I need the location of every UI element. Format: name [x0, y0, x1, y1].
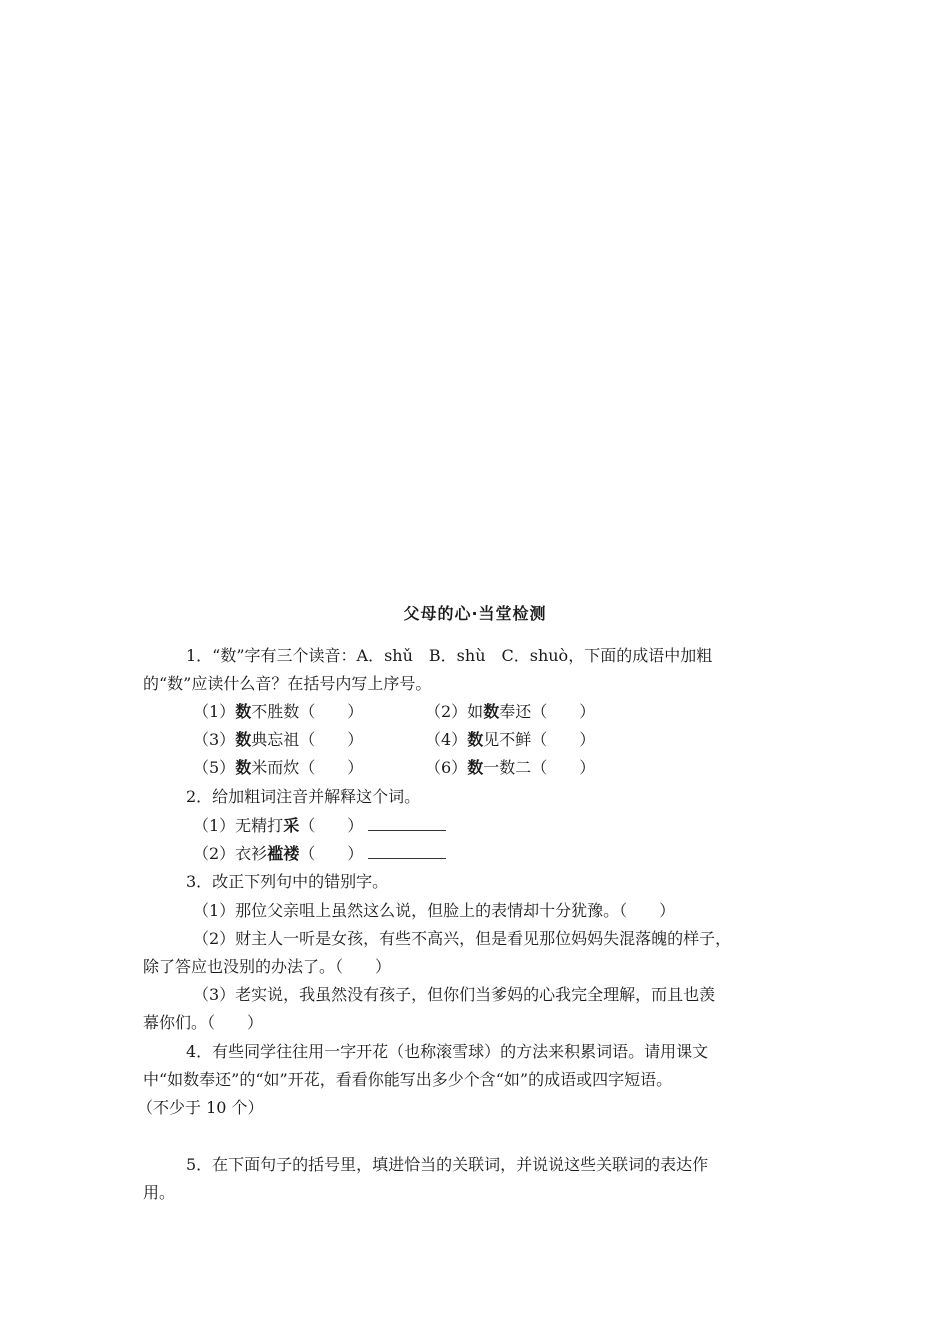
answer-blank[interactable] [368, 816, 446, 831]
bold-char: 数 [467, 758, 484, 777]
answer-blank[interactable] [368, 844, 446, 859]
q4-stem-line1: 4．有些同学往往用一字开花（也称滚雪球）的方法来积累词语。请用课文 [186, 1042, 709, 1061]
item-rest: 奉还（ ） [499, 702, 596, 721]
item-rest: 见不鲜（ ） [483, 730, 596, 749]
item-rest: 典忘祖（ ） [251, 730, 364, 749]
q1-item-6 [425, 758, 595, 778]
q3-sentence-3-line2: 幕你们。（ ） [143, 1013, 264, 1032]
item-rest: 一数二（ ） [483, 758, 596, 777]
bold-word: 采 [283, 816, 300, 835]
q5-stem-line2: 用。 [143, 1183, 176, 1202]
item-number: （3） [193, 730, 236, 749]
q2-item-1 [193, 816, 446, 836]
page-title: 父母的心·当堂检测 [403, 604, 547, 623]
q4-stem-line2: 中“如数奉还”的“如”开花，看看你能写出多少个含“如”的成语或四字短语。 [143, 1070, 673, 1089]
q5-stem-line1: 5．在下面句子的括号里，填进恰当的关联词，并说说这些关联词的表达作 [186, 1155, 709, 1174]
bold-char: 数 [235, 758, 252, 777]
item-rest: 米而炊（ ） [251, 758, 364, 777]
q1-item-3 [193, 730, 363, 750]
item-number: （5） [193, 758, 236, 777]
q1-stem-line2: 的“数”应读什么音？在括号内写上序号。 [143, 674, 432, 693]
q1-item-4 [425, 730, 595, 750]
item-number: （1） [193, 702, 236, 721]
item-rest: （ ） [299, 844, 364, 863]
q4-stem-line3: （不少于 10 个） [137, 1098, 264, 1117]
q2-item-2 [193, 844, 446, 864]
item-number: （4） [425, 730, 468, 749]
bold-word: 褴褛 [267, 844, 300, 863]
q2-stem: 2．给加粗词注音并解释这个词。 [186, 787, 421, 806]
item-prefix: （2）衣衫 [193, 844, 268, 863]
q1-item-1 [193, 702, 363, 722]
item-number: （2）如 [425, 702, 484, 721]
q3-sentence-3-line1: （3）老实说，我虽然没有孩子，但你们当爹妈的心我完全理解，而且也羡 [193, 985, 716, 1004]
bold-char: 数 [483, 702, 500, 721]
q3-sentence-1: （1）那位父亲咀上虽然这么说，但脸上的表情却十分犹豫。（ ） [193, 901, 676, 920]
q1-item-2 [425, 702, 595, 722]
item-number: （6） [425, 758, 468, 777]
item-rest: （ ） [299, 816, 364, 835]
q1-stem-line1: 1．“数”字有三个读音：A．shǔ B．shù C．shuò，下面的成语中加粗 [186, 646, 713, 665]
q1-item-5 [193, 758, 363, 778]
bold-char: 数 [467, 730, 484, 749]
bold-char: 数 [235, 730, 252, 749]
item-prefix: （1）无精打 [193, 816, 284, 835]
bold-char: 数 [235, 702, 252, 721]
q3-stem: 3．改正下列句中的错别字。 [186, 872, 389, 891]
q3-sentence-2-line1: （2）财主人一听是女孩，有些不高兴，但是看见那位妈妈失混落魄的样子， [193, 929, 732, 948]
q3-sentence-2-line2: 除了答应也没别的办法了。（ ） [143, 957, 392, 976]
item-rest: 不胜数（ ） [251, 702, 364, 721]
